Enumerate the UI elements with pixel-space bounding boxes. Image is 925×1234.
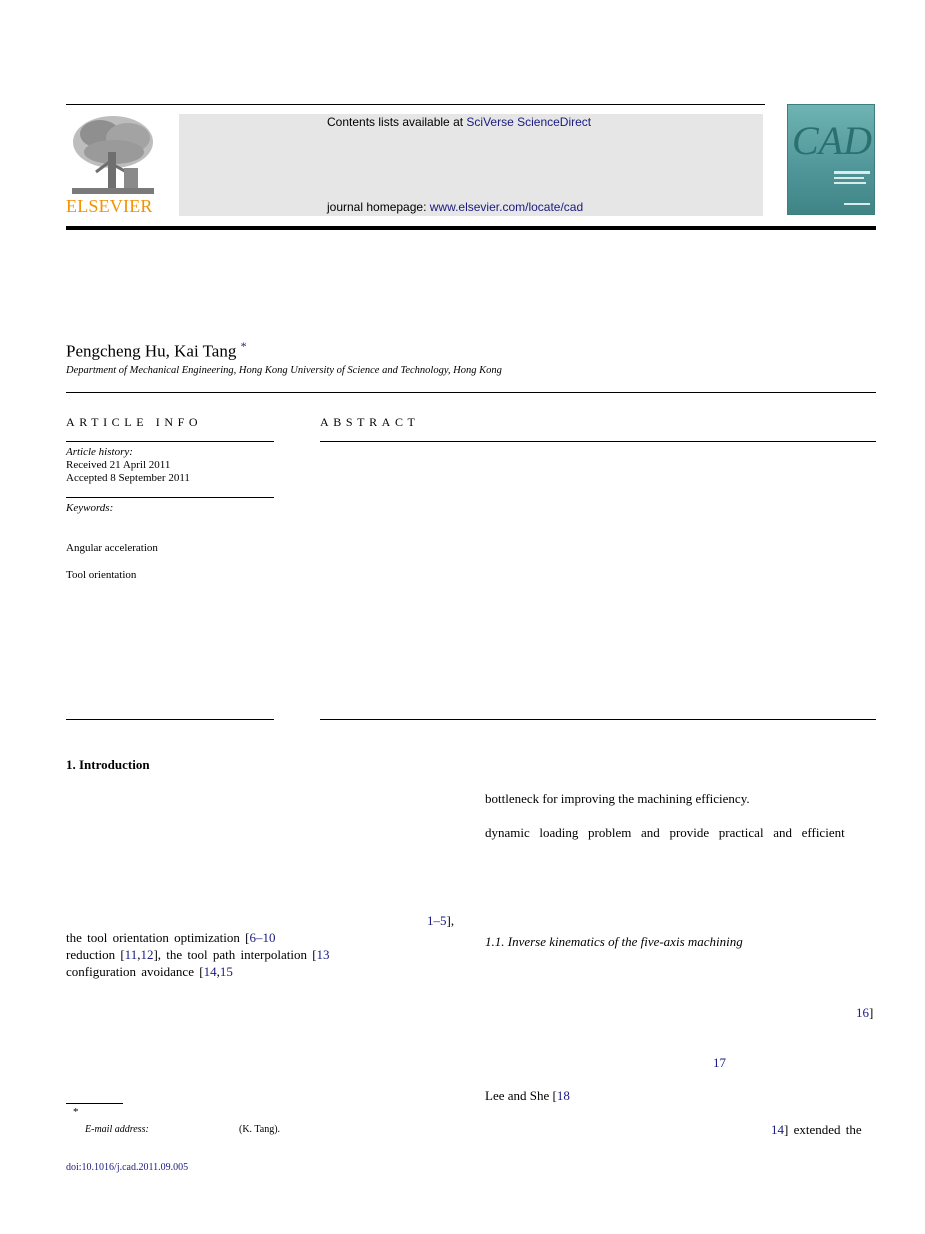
ref-suffix: ],	[446, 913, 455, 928]
email-owner: (K. Tang).	[239, 1124, 281, 1135]
header-thick-rule	[66, 226, 876, 230]
intro-left-line-3	[66, 964, 233, 980]
ref-link[interactable]: 13	[316, 947, 330, 962]
intro-text: configuration avoidance [	[66, 964, 204, 979]
ref-link[interactable]: 17	[713, 1055, 726, 1070]
publisher-name: ELSEVIER	[66, 196, 153, 216]
ref-16-line	[856, 1005, 873, 1021]
footnote-asterisk: *	[73, 1106, 79, 1118]
contents-line	[327, 115, 591, 129]
author-names-line	[66, 339, 247, 362]
journal-homepage-link[interactable]: www.elsevier.com/locate/cad	[429, 200, 584, 214]
ref-link[interactable]: 16	[856, 1005, 869, 1020]
elsevier-logo	[66, 112, 160, 216]
doi-link[interactable]: doi:10.1016/j.cad.2011.09.005	[66, 1162, 189, 1173]
article-info-heading: ARTICLE INFO	[66, 415, 203, 429]
keyword-item: Tool orientation	[66, 569, 137, 581]
intro-left-line-1	[66, 930, 275, 946]
intro-text: ], the tool path interpolation [	[153, 947, 317, 962]
accepted-date: Accepted 8 September 2011	[66, 472, 190, 484]
intro-text: reduction [	[66, 947, 125, 962]
author-names: Pengcheng Hu, Kai Tang	[66, 341, 237, 361]
abstract-bottom-rule	[320, 719, 876, 720]
homepage-line	[327, 200, 583, 214]
ref-link[interactable]: 12	[140, 947, 154, 962]
journal-banner	[179, 114, 763, 216]
ref-separator: ,	[216, 964, 220, 979]
corresponding-author-mark[interactable]: *	[240, 339, 247, 353]
intro-right-line-1: bottleneck for improving the machining efficiency.	[485, 791, 750, 806]
keywords-label: Keywords:	[66, 502, 114, 514]
email-label: E-mail address:	[85, 1124, 149, 1135]
intro-ref-line	[427, 913, 454, 929]
ref-link[interactable]: 15	[219, 964, 233, 979]
article-info-bottom-rule	[66, 719, 274, 720]
header-top-rule	[66, 104, 765, 105]
footnote-rule	[66, 1103, 123, 1104]
article-info-rule	[66, 441, 274, 442]
ref-suffix: ]	[869, 1005, 874, 1020]
info-top-rule	[66, 392, 876, 393]
intro-text: Lee and She [	[485, 1088, 557, 1103]
ref-separator: ,	[137, 947, 141, 962]
sciencedirect-link[interactable]: SciVerse ScienceDirect	[466, 115, 592, 129]
elsevier-tree-icon	[66, 112, 160, 196]
received-date: Received 21 April 2011	[66, 459, 171, 471]
abstract-heading: ABSTRACT	[320, 415, 420, 429]
intro-left-line-2	[66, 947, 330, 963]
intro-heading: 1. Introduction	[66, 757, 150, 772]
ref-link[interactable]: 14	[203, 964, 217, 979]
affiliation: Department of Mechanical Engineering, Hong Kong University of Science and Technology, Hong Kong	[66, 365, 502, 376]
homepage-prefix: journal homepage:	[327, 200, 427, 214]
intro-text: the tool orientation optimization [	[66, 930, 250, 945]
subsection-heading: 1.1. Inverse kinematics of the five-axis machining	[485, 934, 743, 949]
intro-text: ] extended the	[784, 1122, 862, 1137]
ref-link[interactable]: 18	[556, 1088, 570, 1103]
keyword-item: Angular acceleration	[66, 542, 158, 554]
journal-cover	[787, 104, 875, 215]
history-rule	[66, 497, 274, 498]
ref-link[interactable]: 11	[124, 947, 138, 962]
intro-right-line-2: dynamic loading problem and provide practical and efficient	[485, 825, 845, 840]
ref-link[interactable]: 14	[771, 1122, 784, 1137]
ref-link[interactable]: 6–10	[249, 930, 276, 945]
history-label: Article history:	[66, 446, 133, 458]
contents-prefix: Contents lists available at	[327, 115, 464, 129]
cover-title: CAD	[792, 118, 872, 163]
abstract-rule	[320, 441, 876, 442]
extended-line	[771, 1122, 862, 1138]
ref-link[interactable]: 1–5	[427, 913, 447, 928]
lee-she-line	[485, 1088, 570, 1104]
